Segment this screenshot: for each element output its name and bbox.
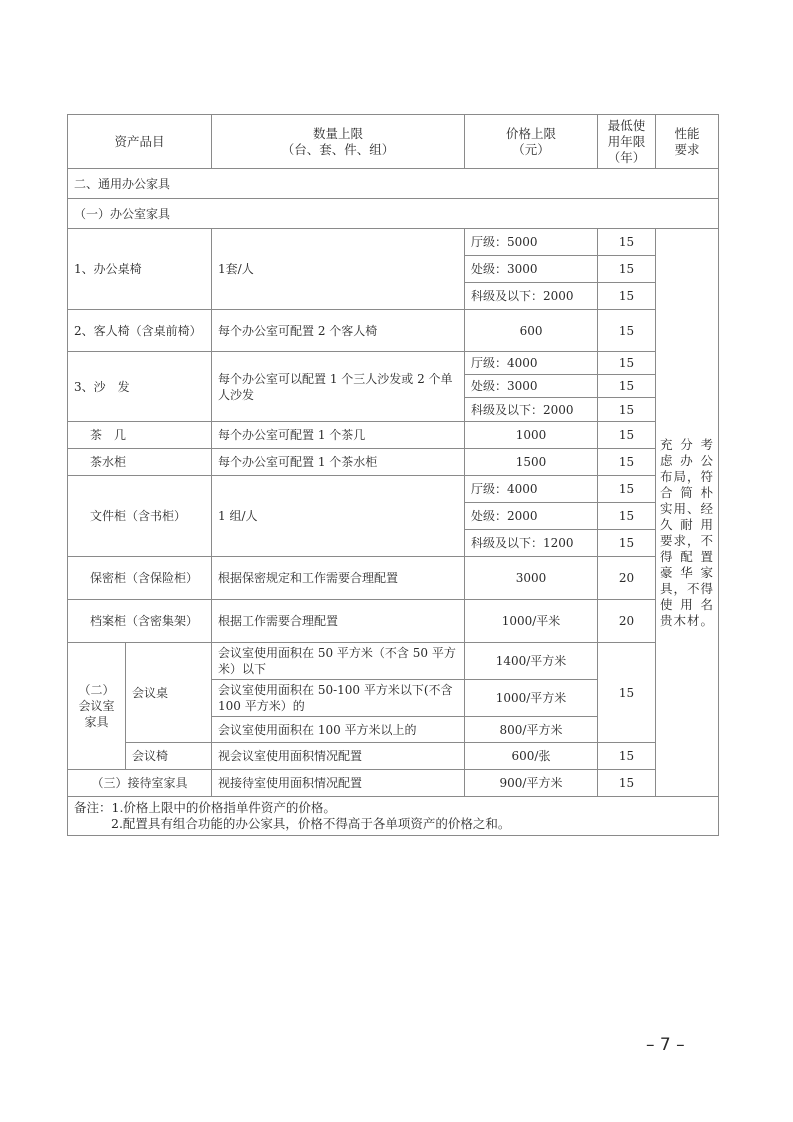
table-row (68, 743, 719, 770)
item-quantity: 每个办公室可以配置 1 个三人沙发或 2 个单人沙发 (212, 352, 465, 422)
item-quantity: 会议室使用面积在 100 平方米以上的 (212, 717, 465, 743)
item-price: 处级：3000 (465, 375, 598, 398)
notes (68, 797, 719, 836)
table-row (68, 310, 719, 352)
table-row (68, 770, 719, 797)
item-years: 15 (598, 770, 656, 797)
asset-standard-table (67, 114, 719, 836)
item-years: 15 (598, 503, 656, 530)
item-price: 600/张 (465, 743, 598, 770)
item-price: 科级及以下：2000 (465, 283, 598, 310)
subsection-title-reception: （三）接待室家具 (68, 770, 212, 797)
item-quantity: 会议室使用面积在 50-100 平方米以下(不含 100 平方米）的 (212, 680, 465, 717)
table-header-row (68, 115, 719, 169)
item-years: 15 (598, 643, 656, 743)
item-price: 600 (465, 310, 598, 352)
item-quantity: 每个办公室可配置 1 个茶几 (212, 422, 465, 449)
notes-row (68, 797, 719, 836)
item-price: 处级：3000 (465, 256, 598, 283)
performance-requirement: 充 分 考 虑 办 公 布局，符 合 简 朴 实用、经 久 耐 用 要求，不 得 配 置 豪 华 家 具，不得 使 用 名 贵木材。 (656, 229, 719, 797)
item-years: 15 (598, 398, 656, 422)
item-years: 15 (598, 229, 656, 256)
table-row (68, 476, 719, 503)
item-quantity: 视接待室使用面积情况配置 (212, 770, 465, 797)
table-row (68, 352, 719, 375)
item-years: 15 (598, 283, 656, 310)
item-quantity: 根据工作需要合理配置 (212, 600, 465, 643)
table-row (68, 449, 719, 476)
item-name: 档案柜（含密集架） (68, 600, 212, 643)
table-row (68, 422, 719, 449)
item-price: 1500 (465, 449, 598, 476)
item-quantity: 1套/人 (212, 229, 465, 310)
item-years: 20 (598, 557, 656, 600)
item-name: 1、办公桌椅 (68, 229, 212, 310)
item-years: 15 (598, 743, 656, 770)
item-price: 处级：2000 (465, 503, 598, 530)
item-years: 15 (598, 449, 656, 476)
item-name: 茶 几 (68, 422, 212, 449)
note-line-1: 备注：1.价格上限中的价格指单件资产的价格。 (74, 800, 336, 815)
item-quantity: 根据保密规定和工作需要合理配置 (212, 557, 465, 600)
section-title: 二、通用办公家具 (68, 169, 719, 199)
item-name: 2、客人椅（含桌前椅） (68, 310, 212, 352)
note-line-2: 2.配置具有组合功能的办公家具，价格不得高于各单项资产的价格之和。 (111, 816, 511, 831)
item-price: 1000/平方米 (465, 680, 598, 717)
item-name: 文件柜（含书柜） (68, 476, 212, 557)
header-asset-item: 资产品目 (68, 115, 212, 169)
item-years: 15 (598, 375, 656, 398)
item-price: 厅级：5000 (465, 229, 598, 256)
table-row (68, 600, 719, 643)
item-price: 1000/平米 (465, 600, 598, 643)
item-quantity: 会议室使用面积在 50 平方米（不含 50 平方米）以下 (212, 643, 465, 680)
item-price: 3000 (465, 557, 598, 600)
header-price-limit: 价格上限 （元） (465, 115, 598, 169)
item-name: 会议椅 (126, 743, 212, 770)
item-quantity: 1 组/人 (212, 476, 465, 557)
item-price: 800/平方米 (465, 717, 598, 743)
header-quantity-limit: 数量上限 （台、套、件、组） (212, 115, 465, 169)
item-quantity: 视会议室使用面积情况配置 (212, 743, 465, 770)
subsection-title-conference: （二） 会议室 家具 (68, 643, 126, 770)
item-name: 保密柜（含保险柜） (68, 557, 212, 600)
item-price: 1400/平方米 (465, 643, 598, 680)
subsection-row (68, 199, 719, 229)
subsection-title-office: （一）办公室家具 (68, 199, 719, 229)
item-price: 科级及以下：1200 (465, 530, 598, 557)
header-performance: 性能 要求 (656, 115, 719, 169)
item-years: 15 (598, 310, 656, 352)
item-quantity: 每个办公室可配置 2 个客人椅 (212, 310, 465, 352)
table-row (68, 557, 719, 600)
item-years: 15 (598, 256, 656, 283)
item-price: 1000 (465, 422, 598, 449)
header-min-years: 最低使 用年限 （年） (598, 115, 656, 169)
item-price: 厅级：4000 (465, 476, 598, 503)
item-years: 20 (598, 600, 656, 643)
item-years: 15 (598, 352, 656, 375)
item-price: 科级及以下：2000 (465, 398, 598, 422)
item-name: 会议桌 (126, 643, 212, 743)
table-row (68, 643, 719, 680)
item-name: 3、沙 发 (68, 352, 212, 422)
item-years: 15 (598, 476, 656, 503)
table-row (68, 229, 719, 256)
item-years: 15 (598, 422, 656, 449)
item-price: 厅级：4000 (465, 352, 598, 375)
page-number: – 7 – (646, 1035, 685, 1055)
item-years: 15 (598, 530, 656, 557)
item-quantity: 每个办公室可配置 1 个茶水柜 (212, 449, 465, 476)
item-price: 900/平方米 (465, 770, 598, 797)
item-name: 茶水柜 (68, 449, 212, 476)
section-row (68, 169, 719, 199)
